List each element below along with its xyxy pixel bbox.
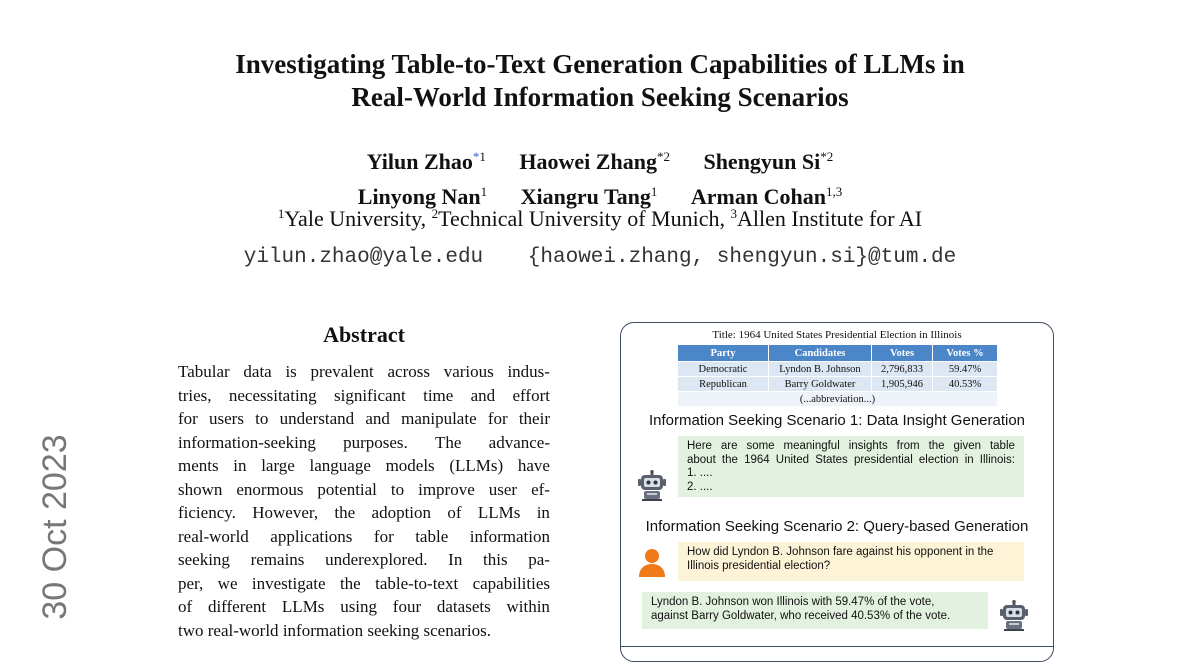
question-line: Illinois presidential election? <box>687 559 831 572</box>
response-line: Here are some meaningful insights from the given table <box>687 440 1015 452</box>
scenario-1-title: Information Seeking Scenario 1: Data Insight Generation <box>648 412 1026 429</box>
abstract-line: ficiency. However, the adoption of LLMs in <box>178 503 550 522</box>
author-emails <box>0 246 1200 269</box>
abstract-line: information-seeking purposes. The advance- <box>178 432 550 452</box>
table-cell: 59.47% <box>933 362 998 377</box>
table-cell: Lyndon B. Johnson <box>769 362 872 377</box>
abstract-line: of different LLMs using four datasets within <box>178 597 550 616</box>
author: Xiangru Tang$^1$ <box>520 184 658 209</box>
abstract-line: shown enormous potential to improve user ef- <box>178 479 550 499</box>
response-line: about the 1964 United States presidential election in Illinois: <box>687 453 1015 466</box>
table-header-row <box>678 345 998 362</box>
arxiv-date-stamp: 30 Oct 2023 <box>36 434 74 620</box>
author-list <box>0 142 1200 212</box>
abbreviation-cell: (...abbreviation...) <box>678 392 998 407</box>
scenario-2-answer <box>642 592 988 629</box>
abstract-body <box>178 360 550 642</box>
title-line: Investigating Table-to-Text Generation Capabilities of LLMs in <box>235 49 965 79</box>
scenario-2-title: Information Seeking Scenario 2: Query-based Generation <box>645 518 1029 535</box>
abstract-line: tries, necessitating significant time and effort <box>178 385 550 405</box>
abstract-line: for users to understand and manipulate for their <box>178 409 550 428</box>
title-line: Real-World Information Seeking Scenarios <box>351 82 849 112</box>
answer-line: Lyndon B. Johnson won Illinois with 59.47% of the vote, <box>651 596 935 608</box>
election-table <box>677 344 998 407</box>
scenario-1-response <box>678 436 1024 497</box>
figure-divider <box>620 646 1054 647</box>
column-header: Votes % <box>933 345 998 362</box>
table-cell: Republican <box>678 377 769 392</box>
affiliations: $^1$Yale University, $^2$Technical University of Munich, $^3$Allen Institute for AI <box>277 206 923 231</box>
table-cell: 2,796,833 <box>872 362 933 377</box>
table-row <box>678 362 998 377</box>
table-cell: Barry Goldwater <box>769 377 872 392</box>
table-cell: 1,905,946 <box>872 377 933 392</box>
author: Yilun Zhao$^{*1}$ <box>366 149 486 174</box>
response-line: 2. .... <box>687 480 713 493</box>
abstract-line: ments in large language models (LLMs) have <box>178 456 550 475</box>
abstract-line: Tabular data is prevalent across various indus- <box>178 362 550 381</box>
answer-line: against Barry Goldwater, who received 40.53% of the vote. <box>651 609 951 622</box>
paper-title <box>0 48 1200 114</box>
column-header: Votes <box>872 345 933 362</box>
column-header: Party <box>678 345 769 362</box>
email[interactable]: yilun.zhao@yale.edu <box>243 246 484 269</box>
table-cell: 40.53% <box>933 377 998 392</box>
column-header: Candidates <box>769 345 872 362</box>
robot-icon <box>998 600 1030 632</box>
author: Linyong Nan$^1$ <box>357 184 488 209</box>
scenario-2-question <box>678 542 1024 581</box>
author-row <box>0 142 1200 177</box>
abstract-line: per, we investigate the table-to-text capabilities <box>178 573 550 593</box>
email[interactable]: {haowei.zhang, shengyun.si}@tum.de <box>527 246 957 269</box>
abstract-line: two real-world information seeking scenarios. <box>178 620 492 640</box>
abstract-heading: Abstract <box>323 322 405 347</box>
table-row <box>678 377 998 392</box>
table-row <box>678 392 998 407</box>
abstract-line: real-world applications for table information <box>178 526 550 546</box>
abstract-line: seeking remains underexplored. In this pa- <box>178 550 550 569</box>
user-icon <box>638 548 666 578</box>
figure-table-title: Title: 1964 United States Presidential Election in Illinois <box>712 329 962 341</box>
author: Arman Cohan$^{1,3}$ <box>690 184 843 209</box>
author: Shengyun Si$^{*2}$ <box>703 149 834 174</box>
author: Haowei Zhang$^{*2}$ <box>519 149 670 174</box>
table-cell: Democratic <box>678 362 769 377</box>
response-line: 1. .... <box>687 467 713 479</box>
robot-icon <box>636 470 668 502</box>
question-line: How did Lyndon B. Johnson fare against his opponent in the <box>687 546 994 558</box>
